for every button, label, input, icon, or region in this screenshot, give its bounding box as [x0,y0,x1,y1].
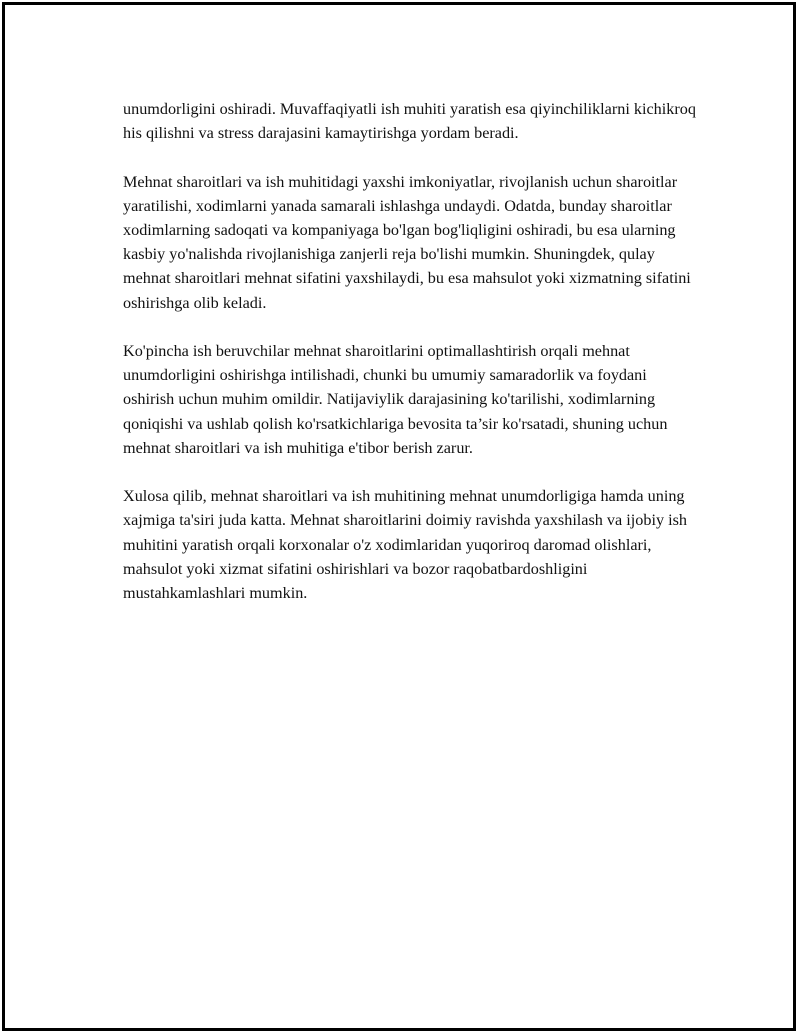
paragraph: Mehnat sharoitlari va ish muhitidagi yaxshi imkoniyatlar, rivojlanish uchun sharoitlar yaratilishi, xodimlarni yanada samarali ishlashga undaydi. Odatda, bunday sharoitlar xodimlarning sadoqati va kompaniyaga bo'lgan bog'liqligini oshiradi, bu esa ularning kasbiy yo'nalishda rivojlanishiga zanjerli reja bo'lishi mumkin. Shuningdek, qulay mehnat sharoitlari mehnat sifatini yaxshilaydi, bu esa mahsulot yoki xizmatning sifatini oshirishga olib keladi. [123,172,691,312]
paragraph: unumdorligini oshiradi. Muvaffaqiyatli ish muhiti yaratish esa qiyinchiliklarni kichikroq his qilishni va stress darajasini kamaytirishga yordam beradi. [123,100,696,143]
paragraph: Xulosa qilib, mehnat sharoitlari va ish muhitining mehnat unumdorligiga hamda uning xajmiga ta'siri juda katta. Mehnat sharoitlarini doimiy ravishda yaxshilash va ijobiy ish muhitini yaratish orqali korxonalar o'z xodimlaridan yuqoriroq daromad olishlari, mahsulot yoki xizmat sifatini oshirishlari va bozor raqobatbardoshligini mustahkamlashlari mumkin. [123,487,687,603]
document-body [123,97,698,629]
paragraph: Ko'pincha ish beruvchilar mehnat sharoitlarini optimallashtirish orqali mehnat unumdorligini oshirishga intilishadi, chunki bu umumiy samaradorlik va foydani oshirish uchun muhim omildir. Natijaviylik darajasining ko'tarilishi, xodimlarning qoniqishi va ushlab qolish ko'rsatkichlariga bevosita ta’sir ko'rsatadi, shuning uchun mehnat sharoitlari va ish muhitiga e'tibor berish zarur. [123,342,668,457]
page-frame [2,2,796,1031]
